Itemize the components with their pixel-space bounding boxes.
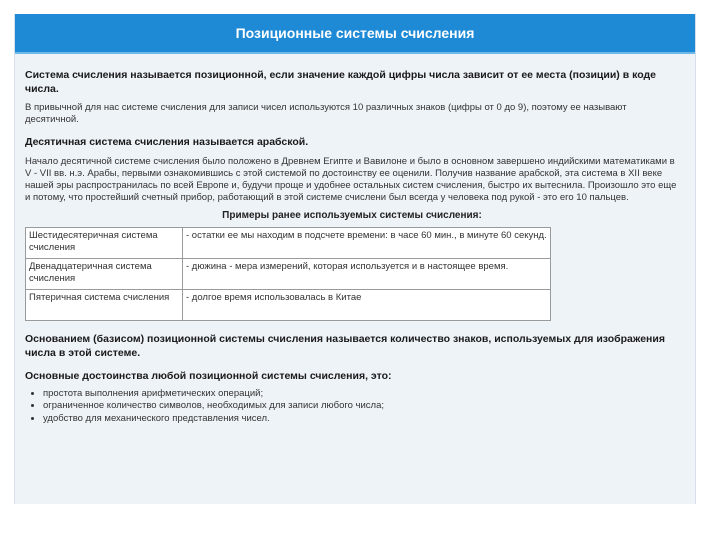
table-cell-system: Шестидесятеричная система счисления xyxy=(26,227,183,258)
list-item: • ограниченное количество символов, необходимых для записи любого числа; xyxy=(43,400,679,412)
table-row xyxy=(26,227,551,258)
table-cell-system: Пятеричная система счисления xyxy=(26,289,183,320)
list-item: • удобство для механического представления чисел. xyxy=(43,413,679,425)
table-row xyxy=(26,289,551,320)
advantages-heading: Основные достоинства любой позиционной системы счисления, это: xyxy=(25,370,392,383)
positional-definition: Система счисления называется позиционной, если значение каждой цифры числа зависит от ее места (позиции) в коде числа. xyxy=(25,69,656,95)
advantages-list xyxy=(25,388,679,425)
page-title: Позиционные системы счисления xyxy=(235,25,475,41)
slide-header xyxy=(15,14,695,54)
examples-table xyxy=(25,227,551,321)
examples-title: Примеры ранее используемых системы счисления: xyxy=(222,210,482,222)
basis-definition: Основанием (базисом) позиционной системы счисления называется количество знаков, используемых для изображения числа в этой системе. xyxy=(25,332,665,359)
table-cell-system: Двенадцатеричная система счисления xyxy=(26,258,183,289)
list-item: • простота выполнения арифметических операций; xyxy=(43,388,679,400)
table-cell-note: - долгое время использовалась в Китае xyxy=(183,289,551,320)
table-row xyxy=(26,258,551,289)
decimal-intro-text: В привычной для нас системе счисления для записи чисел используются 10 различных знаков (цифры от 0 до 9), поэтому ее называют десятичной. xyxy=(25,102,627,126)
table-cell-note: - остатки ее мы находим в подсчете времени: в часе 60 мин., в минуте 60 секунд. xyxy=(183,227,551,258)
decimal-heading: Десятичная система счисления называется арабской. xyxy=(25,136,309,149)
slide xyxy=(14,14,696,504)
decimal-history-text: Начало десятичной системе счисления было положено в Древнем Египте и Вавилоне и было в основном завершено индийскими математиками в V - VII вв. н.э. Арабы, первыми ознакомившись с этой системой по достоинству ее оценили. Получив название арабской, эта система в XII веке нашей эры распространилась по всей Европе и, будучи проще и удобнее остальных систем счисления, быстро их вытеснила. Произошло это еще и потому, что простейший счетный прибор, работающий в этой системе счислени был всегда у человека под рукой - это его 10 пальцев. xyxy=(25,156,677,204)
slide-content xyxy=(25,69,679,425)
table-cell-note: - дюжина - мера измерений, которая используется и в настоящее время. xyxy=(183,258,551,289)
